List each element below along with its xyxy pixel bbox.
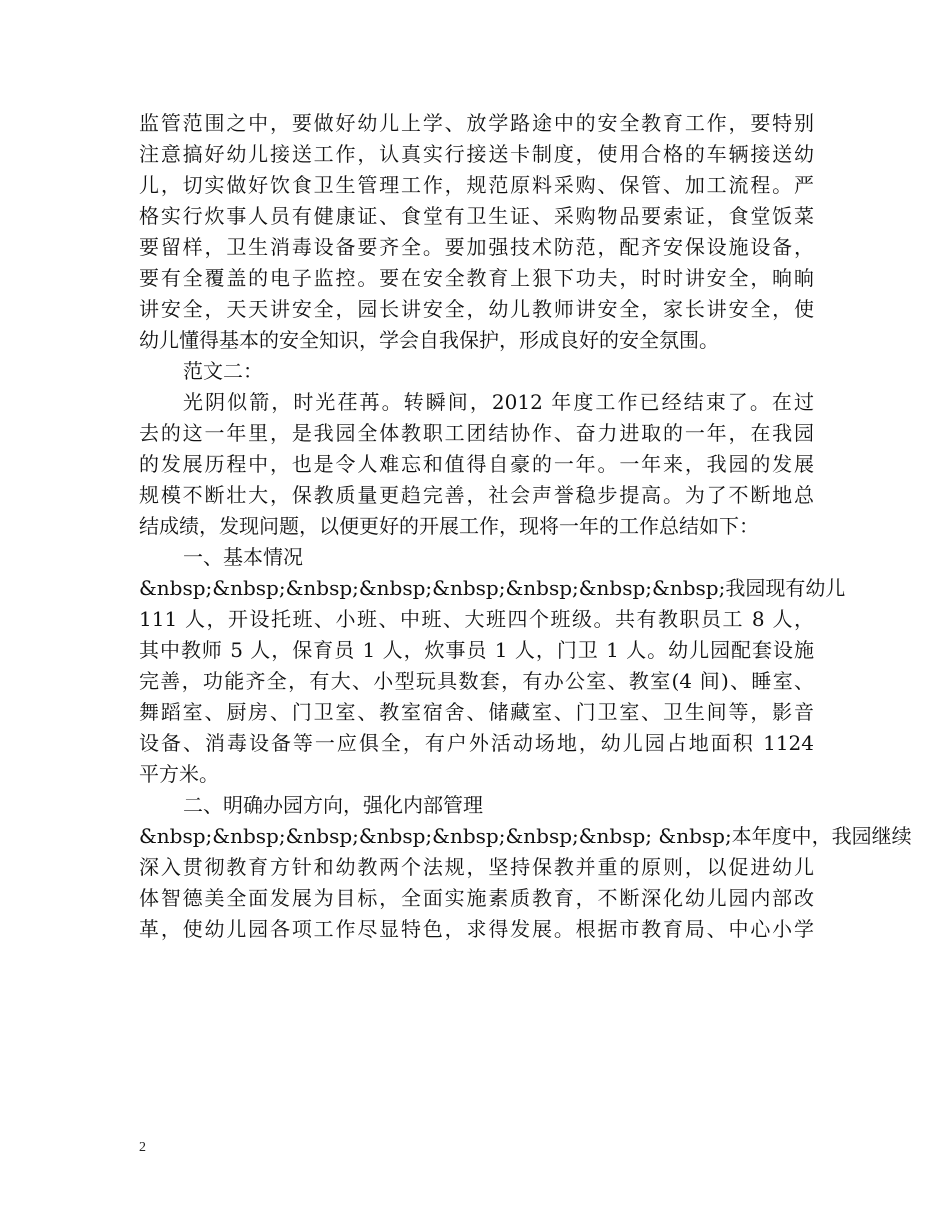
text-line: 设备、消毒设备等一应俱全，有户外活动场地，幼儿园占地面积 1124 xyxy=(139,731,814,755)
section-heading: 二、明确办园方向，强化内部管理 xyxy=(183,793,483,817)
text-line: 监管范围之中，要做好幼儿上学、放学路途中的安全教育工作，要特别 xyxy=(139,111,814,135)
text-line: 规模不断壮大，保教质量更趋完善，社会声誉稳步提高。为了不断地总 xyxy=(139,483,814,507)
text-line: 革，使幼儿园各项工作尽显特色，求得发展。根据市教育局、中心小学 xyxy=(139,917,814,941)
text-line: 结成绩，发现问题，以便更好的开展工作，现将一年的工作总结如下： xyxy=(139,514,759,538)
text-line: 要有全覆盖的电子监控。要在安全教育上狠下功夫，时时讲安全，晌晌 xyxy=(139,266,814,290)
text-line: 光阴似箭，时光荏苒。转瞬间，2012 年度工作已经结束了。在过 xyxy=(183,390,814,414)
body-text xyxy=(139,108,912,945)
text-line: 深入贯彻教育方针和幼教两个法规，坚持保教并重的原则，以促进幼儿 xyxy=(139,855,814,879)
section-heading: 范文二： xyxy=(183,359,263,383)
text-line: 注意搞好幼儿接送工作，认真实行接送卡制度，使用合格的车辆接送幼 xyxy=(139,142,814,166)
text-line: 体智德美全面发展为目标，全面实施素质教育，不断深化幼儿园内部改 xyxy=(139,886,814,910)
text-line: 平方米。 xyxy=(139,762,219,786)
text-line: 要留样，卫生消毒设备要齐全。要加强技术防范，配齐安保设施设备， xyxy=(139,235,814,259)
text-line: 其中教师 5 人，保育员 1 人，炊事员 1 人，门卫 1 人。幼儿园配套设施 xyxy=(139,638,814,662)
text-line: 的发展历程中，也是令人难忘和值得自豪的一年。一年来，我园的发展 xyxy=(139,452,814,476)
text-line: 儿，切实做好饮食卫生管理工作，规范原料采购、保管、加工流程。严 xyxy=(139,173,814,197)
text-line: 讲安全，天天讲安全，园长讲安全，幼儿教师讲安全，家长讲安全，使 xyxy=(139,297,814,321)
text-line: &nbsp;&nbsp;&nbsp;&nbsp;&nbsp;&nbsp;&nbsp;&nbsp;我园现有幼儿 xyxy=(139,576,846,600)
text-line: 幼儿懂得基本的安全知识，学会自我保护，形成良好的安全氛围。 xyxy=(139,328,719,352)
page-number: 2 xyxy=(139,1140,146,1155)
text-line: 去的这一年里，是我园全体教职工团结协作、奋力进取的一年，在我园 xyxy=(139,421,814,445)
text-line: 111 人，开设托班、小班、中班、大班四个班级。共有教职员工 8 人， xyxy=(139,607,814,631)
section-heading: 一、基本情况 xyxy=(183,545,303,569)
text-line: 格实行炊事人员有健康证、食堂有卫生证、采购物品要索证，食堂饭菜 xyxy=(139,204,814,228)
text-line: 舞蹈室、厨房、门卫室、教室宿舍、储藏室、门卫室、卫生间等，影音 xyxy=(139,700,814,724)
text-line: &nbsp;&nbsp;&nbsp;&nbsp;&nbsp;&nbsp;&nbsp; &nbsp;本年度中，我园继续 xyxy=(139,824,912,848)
text-line: 完善，功能齐全，有大、小型玩具数套，有办公室、教室(4 间)、睡室、 xyxy=(139,669,814,693)
